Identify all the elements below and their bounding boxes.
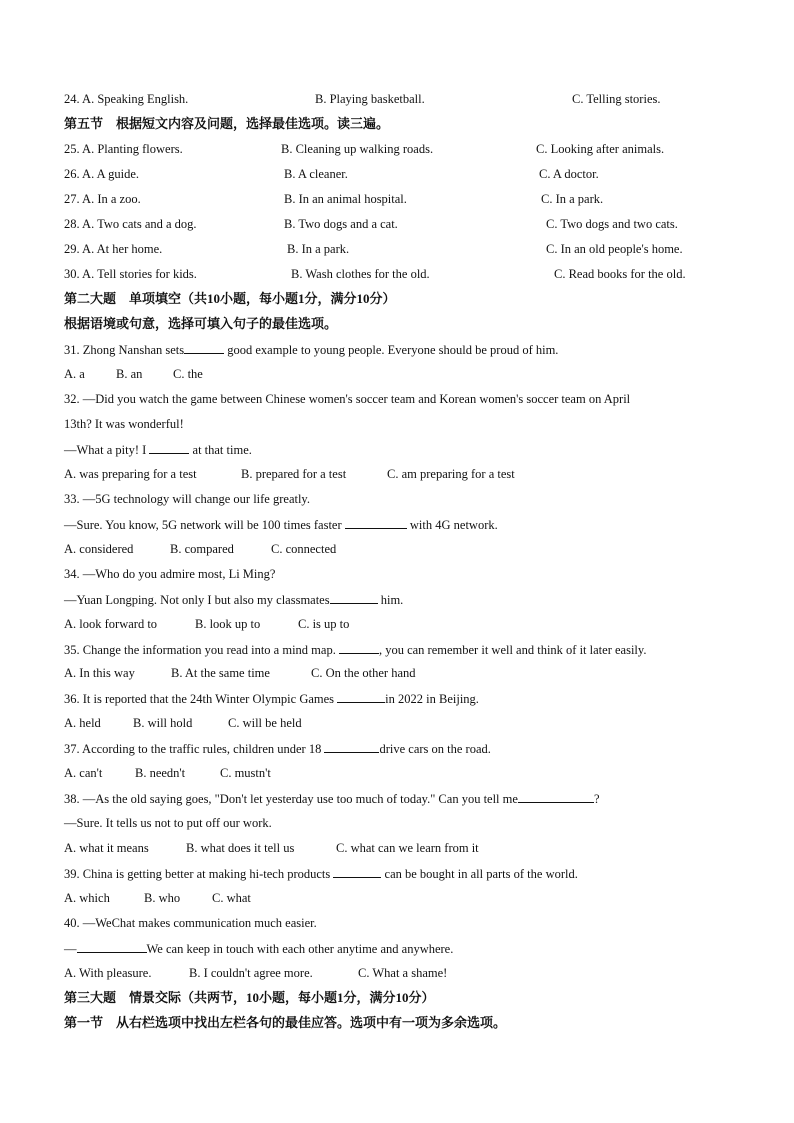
q34-option-b: B. look up to <box>195 617 261 631</box>
q32-blank <box>149 441 189 454</box>
q37-stem-end: drive cars on the road. <box>379 742 491 756</box>
q27-option-b: B. In an animal hospital. <box>284 192 407 206</box>
q31-stem <box>64 341 730 358</box>
q28-option-a: 28. A. Two cats and a dog. <box>64 217 197 231</box>
q35-option-c: C. On the other hand <box>311 666 416 680</box>
q40-option-a: A. With pleasure. <box>64 966 152 980</box>
q36-stem-start: 36. It is reported that the 24th Winter Olympic Games <box>64 692 335 706</box>
q33-option-c: C. connected <box>271 542 337 556</box>
q36-stem <box>64 690 730 707</box>
q40-option-b: B. I couldn't agree more. <box>189 966 313 980</box>
q39-option-c: C. what <box>212 891 251 905</box>
q40-reply-end: We can keep in touch with each other anytime and anywhere. <box>146 942 454 956</box>
q24-option-a: 24. A. Speaking English. <box>64 92 189 106</box>
q37-blank <box>324 740 379 753</box>
q36-option-b: B. will hold <box>133 716 193 730</box>
q35-option-a: A. In this way <box>64 666 135 680</box>
part3-section1-title: 第一节 从右栏选项中找出左栏各句的最佳应答。选项中有一项为多余选项。 <box>64 1015 507 1030</box>
q40-line2 <box>64 940 730 957</box>
q27-option-c: C. In a park. <box>541 192 604 206</box>
q31-option-a: A. a <box>64 367 85 381</box>
q34-line1: 34. —Who do you admire most, Li Ming? <box>64 567 276 581</box>
q30-option-b: B. Wash clothes for the old. <box>291 267 430 281</box>
q24-option-b: B. Playing basketball. <box>315 92 425 106</box>
q31-option-c: C. the <box>173 367 203 381</box>
q33-reply-end: with 4G network. <box>406 518 498 532</box>
q38-question-end: ? <box>593 792 600 806</box>
q34-option-c: C. is up to <box>298 617 350 631</box>
q40-reply-dash: — <box>64 942 77 956</box>
q30-option-c: C. Read books for the old. <box>554 267 686 281</box>
q29-option-c: C. In an old people's home. <box>546 242 683 256</box>
q40-blank <box>77 940 147 953</box>
q36-option-c: C. will be held <box>228 716 302 730</box>
q36-stem-end: in 2022 in Beijing. <box>385 692 479 706</box>
q26-option-a: 26. A. A guide. <box>64 167 140 181</box>
q37-option-a: A. can't <box>64 766 103 780</box>
q29-option-a: 29. A. At her home. <box>64 242 163 256</box>
q36-option-a: A. held <box>64 716 101 730</box>
q35-option-b: B. At the same time <box>171 666 270 680</box>
q39-stem-start: 39. China is getting better at making hi-tech products <box>64 867 331 881</box>
q32-line3 <box>64 441 730 458</box>
q35-stem-end: , you can remember it well and think of it later easily. <box>378 643 647 657</box>
q33-line1: 33. —5G technology will change our life greatly. <box>64 492 310 506</box>
q35-blank <box>339 641 379 654</box>
q31-stem-end: good example to young people. Everyone should be proud of him. <box>224 343 559 357</box>
q32-reply-end: at that time. <box>189 443 252 457</box>
q32-option-b: B. prepared for a test <box>241 467 347 481</box>
q24-option-c: C. Telling stories. <box>572 92 661 106</box>
q31-stem-start: 31. Zhong Nanshan sets <box>64 343 185 357</box>
q33-line2 <box>64 516 730 533</box>
q38-option-c: C. what can we learn from it <box>336 841 479 855</box>
q39-option-a: A. which <box>64 891 110 905</box>
q32-line1: 32. —Did you watch the game between Chinese women's soccer team and Korean women's soccer team on April <box>64 392 631 406</box>
q34-reply-start: —Yuan Longping. Not only I but also my classmates <box>64 593 330 607</box>
q38-question-start: 38. —As the old saying goes, "Don't let yesterday use too much of today." Can you tell me <box>64 792 518 806</box>
q32-option-a: A. was preparing for a test <box>64 467 197 481</box>
q36-blank <box>337 690 385 703</box>
q31-blank <box>184 341 224 354</box>
q37-stem <box>64 740 730 757</box>
part3-title: 第三大题 情景交际（共两节，10小题，每小题1分，满分10分） <box>64 990 435 1005</box>
q35-stem-start: 35. Change the information you read into a mind map. <box>64 643 336 657</box>
q37-option-b: B. needn't <box>135 766 186 780</box>
q37-option-c: C. mustn't <box>220 766 271 780</box>
q25-option-c: C. Looking after animals. <box>536 142 665 156</box>
q33-blank <box>345 516 407 529</box>
q29-option-b: B. In a park. <box>287 242 350 256</box>
q25-option-a: 25. A. Planting flowers. <box>64 142 183 156</box>
q26-option-c: C. A doctor. <box>539 167 599 181</box>
q33-option-a: A. considered <box>64 542 134 556</box>
part2-title: 第二大题 单项填空（共10小题，每小题1分，满分10分） <box>64 291 396 306</box>
q38-option-a: A. what it means <box>64 841 149 855</box>
q39-stem-end: can be bought in all parts of the world. <box>381 867 578 881</box>
q30-option-a: 30. A. Tell stories for kids. <box>64 267 197 281</box>
q27-option-a: 27. A. In a zoo. <box>64 192 141 206</box>
part2-instructions: 根据语境或句意，选择可填入句子的最佳选项。 <box>64 316 338 331</box>
q34-reply-end: him. <box>377 593 404 607</box>
q40-line1: 40. —WeChat makes communication much easier. <box>64 916 317 930</box>
q35-stem <box>64 641 730 658</box>
q31-option-b: B. an <box>116 367 143 381</box>
q39-stem <box>64 865 730 882</box>
q25-option-b: B. Cleaning up walking roads. <box>281 142 434 156</box>
q28-option-b: B. Two dogs and a cat. <box>284 217 398 231</box>
q38-blank <box>518 790 594 803</box>
q38-option-b: B. what does it tell us <box>186 841 295 855</box>
q34-option-a: A. look forward to <box>64 617 158 631</box>
q26-option-b: B. A cleaner. <box>284 167 348 181</box>
q38-line1 <box>64 790 730 807</box>
q37-stem-start: 37. According to the traffic rules, children under 18 <box>64 742 322 756</box>
q34-blank <box>330 591 378 604</box>
q34-line2 <box>64 591 730 608</box>
q28-option-c: C. Two dogs and two cats. <box>546 217 678 231</box>
q32-line2: 13th? It was wonderful! <box>64 417 184 431</box>
q32-option-c: C. am preparing for a test <box>387 467 515 481</box>
q32-reply-start: —What a pity! I <box>64 443 147 457</box>
q38-line2: —Sure. It tells us not to put off our work. <box>64 816 272 830</box>
q40-option-c: C. What a shame! <box>358 966 448 980</box>
q33-reply-start: —Sure. You know, 5G network will be 100 times faster <box>64 518 342 532</box>
q39-option-b: B. who <box>144 891 181 905</box>
q33-option-b: B. compared <box>170 542 234 556</box>
section5-title: 第五节 根据短文内容及问题，选择最佳选项。读三遍。 <box>64 116 390 131</box>
q39-blank <box>333 865 381 878</box>
